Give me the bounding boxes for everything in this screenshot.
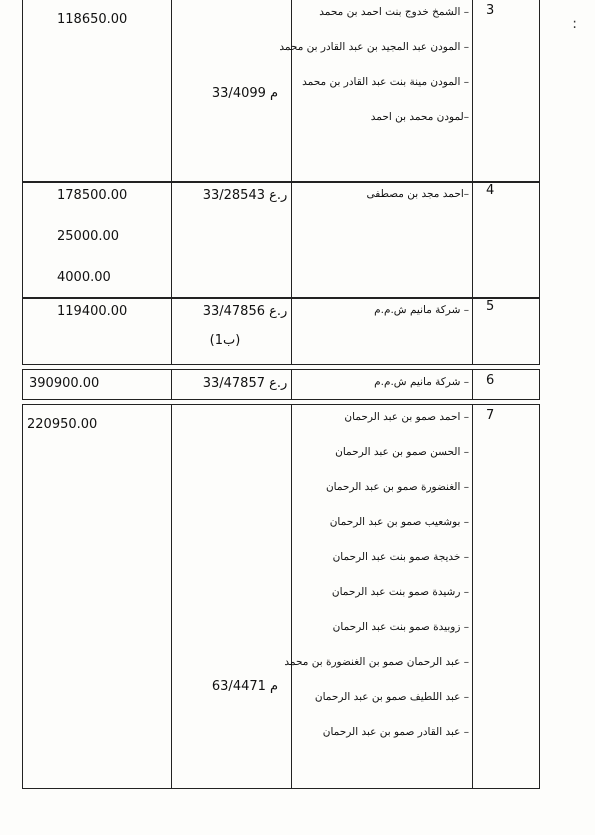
owners-cell xyxy=(259,188,469,223)
owner-name: – زوبيدة صمو بنت عبد الرحمان xyxy=(332,621,469,633)
owner-name: –لمودن محمد بن احمد xyxy=(370,111,469,123)
table-row-4 xyxy=(22,181,540,299)
owner-name: – الغنضورة صمو بن عبد الرحمان xyxy=(325,481,469,493)
table-row-6 xyxy=(22,369,540,400)
owner-name: – عبد الرحمان صمو بن الغنضورة بن محمد xyxy=(284,656,469,668)
reference-cell: ر.ع 33/28543 xyxy=(202,188,288,203)
amount-cell xyxy=(57,304,127,345)
amount-value: 390900.00 xyxy=(29,376,100,391)
owner-name: – خديجة صمو بنت عبد الرحمان xyxy=(332,551,469,563)
owner-name: – المودن مينة بنت عبد القادر بن محمد xyxy=(302,76,469,88)
amount-value: 4000.00 xyxy=(57,270,111,285)
row-number: 6 xyxy=(486,373,495,388)
owner-name: – رشيدة صمو بنت عبد الرحمان xyxy=(331,586,469,598)
row-number: 7 xyxy=(486,408,495,423)
amount-value: 25000.00 xyxy=(57,229,120,244)
reference-value: ر.ع 33/47856 xyxy=(202,304,288,319)
table-row-5 xyxy=(22,297,540,365)
owner-name: – عبد القادر صمو بن عبد الرحمان xyxy=(322,726,469,738)
reference-note: (ب1) xyxy=(209,333,241,348)
reference-cell: ر.ع 33/47857 xyxy=(202,376,288,391)
owner-name: – الحسن صمو بن عبد الرحمان xyxy=(335,446,469,458)
owner-name: – بوشعيب صمو بن عبد الرحمان xyxy=(329,516,469,528)
amount-value: 119400.00 xyxy=(57,304,128,319)
owner-name: – عبد اللطيف صمو بن عبد الرحمان xyxy=(314,691,469,703)
reference-cell: م 33/4099 xyxy=(211,86,279,101)
row-number: 4 xyxy=(486,183,495,198)
amount-value: 118650.00 xyxy=(57,12,128,27)
reference-cell: م 63/4471 xyxy=(211,679,279,694)
table-row-3 xyxy=(22,0,540,183)
owners-cell xyxy=(259,411,469,761)
table-row-7 xyxy=(22,404,540,789)
row-number: 3 xyxy=(486,3,495,18)
owner-name: – شركة مانيم ش.م.م xyxy=(374,304,469,316)
owner-name: – الشمخ خدوج بنت احمد بن محمد xyxy=(319,6,469,18)
owner-name: – شركة مانيم ش.م.م xyxy=(374,376,469,388)
amount-value: 178500.00 xyxy=(57,188,128,203)
amount-cell xyxy=(57,12,127,53)
owner-name: – المودن عبد المجيد بن عبد القادر بن محمد xyxy=(279,41,469,53)
amount-cell xyxy=(27,417,97,458)
owner-name: – احمد صمو بن عبد الرحمان xyxy=(344,411,469,423)
owners-cell xyxy=(259,304,469,339)
row-number: 5 xyxy=(486,299,495,314)
margin-mark: : xyxy=(572,16,577,32)
amount-value: 220950.00 xyxy=(27,417,98,432)
amount-cell xyxy=(57,188,127,311)
owner-name: –احمد مجد بن مصطفى xyxy=(366,188,469,200)
owners-cell xyxy=(259,6,469,146)
